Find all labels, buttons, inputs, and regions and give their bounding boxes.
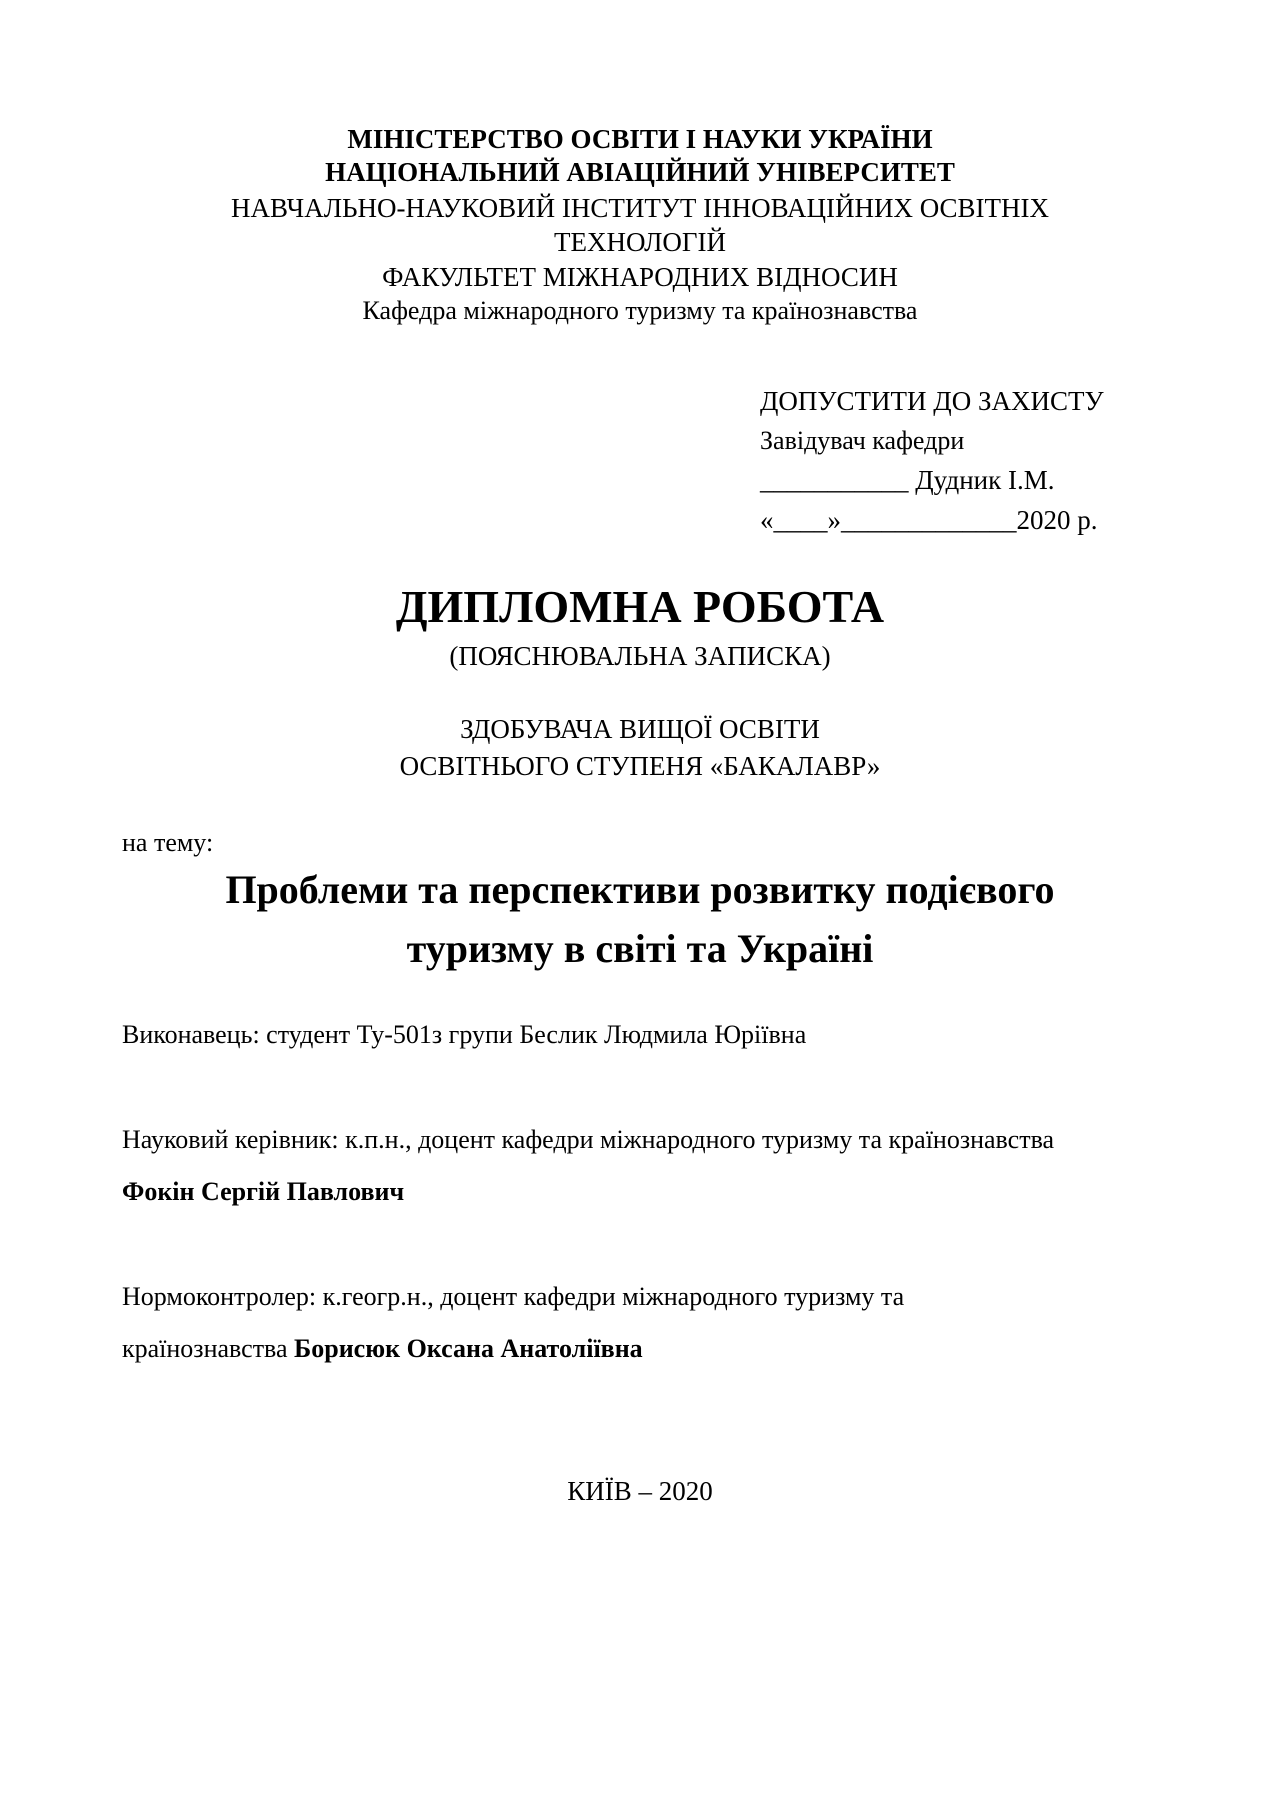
executor-line: Виконавець: студент Ту-501з групи Беслик Людмила Юріївна (122, 1020, 807, 1049)
approval-signature: ___________ Дудник І.М. (760, 465, 1055, 495)
degree-line2: ОСВІТНЬОГО СТУПЕНЯ «БАКАЛАВР» (399, 751, 881, 781)
approval-position: Завідувач кафедри (760, 426, 965, 455)
city-year: КИЇВ – 2020 (567, 1476, 713, 1506)
approval-title: ДОПУСТИТИ ДО ЗАХИСТУ (760, 386, 1104, 416)
supervisor-name: Фокін Сергій Павлович (122, 1177, 405, 1206)
supervisor-label: Науковий керівник: к.п.н., доцент кафедри міжнародного туризму та країнознавства (122, 1125, 1055, 1154)
document-title: ДИПЛОМНА РОБОТА (395, 581, 885, 632)
normcontroller-name: Борисюк Оксана Анатоліївна (294, 1334, 643, 1363)
topic-title-line1: Проблеми та перспективи розвитку подієвого (225, 867, 1055, 912)
faculty-name: ФАКУЛЬТЕТ МІЖНАРОДНИХ ВІДНОСИН (382, 262, 898, 292)
approval-date: «____»_____________2020 р. (760, 505, 1098, 535)
normcontroller-line2 (122, 1336, 643, 1362)
degree-line1: ЗДОБУВАЧА ВИЩОЇ ОСВІТИ (460, 714, 820, 744)
institute-name-line1: НАВЧАЛЬНО-НАУКОВИЙ ІНСТИТУТ ІННОВАЦІЙНИХ ОСВІТНІХ (230, 193, 1050, 223)
department-name: Кафедра міжнародного туризму та країнознавства (362, 296, 918, 325)
normcontroller-label2: країнознавства (122, 1334, 288, 1363)
document-subtitle: (ПОЯСНЮВАЛЬНА ЗАПИСКА) (449, 641, 831, 671)
institute-name-line2: ТЕХНОЛОГІЙ (553, 227, 727, 257)
topic-title-line2: туризму в світі та Україні (406, 926, 874, 971)
normcontroller-label: Нормоконтролер: к.геогр.н., доцент кафедри міжнародного туризму та (122, 1282, 905, 1311)
university-name: НАЦІОНАЛЬНИЙ АВІАЦІЙНИЙ УНІВЕРСИТЕТ (325, 157, 955, 187)
topic-label: на тему: (122, 828, 214, 857)
ministry-name: МІНІСТЕРСТВО ОСВІТИ І НАУКИ УКРАЇНИ (347, 124, 933, 154)
